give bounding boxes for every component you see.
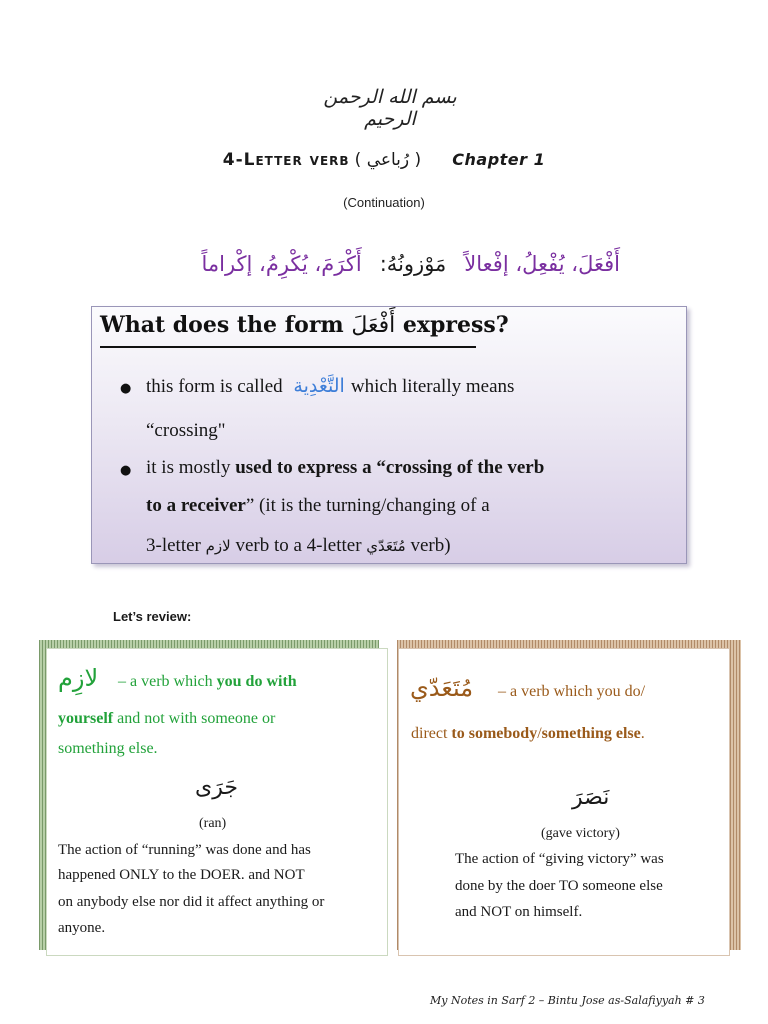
bullet-icon: ●: [120, 463, 132, 478]
heading-text-2: express?: [395, 312, 509, 338]
lazim-title: لازِم: [58, 664, 99, 692]
right-explanation-line: The action of “giving victory” was: [455, 851, 664, 867]
left-example-word: جَرَى: [195, 775, 238, 800]
lazim-arabic-inline: لازم: [205, 537, 231, 555]
left-def-bold: you do with: [216, 673, 297, 690]
mutaaddi-title: مُتَعَدّي: [410, 674, 474, 702]
left-def-text-2: and not with someone or: [113, 710, 276, 727]
explanation-heading: [100, 312, 509, 338]
left-def-bold-2: yourself: [58, 710, 114, 727]
right-def-bold: to somebody: [451, 725, 538, 742]
basmala-calligraphy: بسم الله الرحمن الرحيم: [323, 86, 457, 130]
bullet-2-text-3: 3-letter: [146, 535, 206, 556]
right-def-slash: /: [537, 725, 542, 742]
tadiya-arabic: التَّعْدِية: [293, 375, 345, 397]
bullet-2-text-2: ” (it is the turning/changing of a: [245, 495, 490, 516]
bullet-2-text: it is mostly: [146, 457, 236, 478]
bullet-1-line-2: “crossing": [146, 420, 226, 441]
mutaaddi-arabic-inline: مُتَعَدّي: [366, 537, 406, 555]
right-def-text: direct: [411, 725, 452, 742]
heading-underline: [100, 346, 476, 348]
left-explanation-line: on anybody else nor did it affect anything or: [58, 894, 325, 910]
title-main: 4-Letter verb: [222, 150, 350, 170]
page-footer: My Notes in Sarf 2 – Bintu Jose as-Salafiyyah # 3: [430, 994, 705, 1007]
form-separator: مَوْزونُهُ:: [379, 252, 447, 276]
bullet-2-line-3: [146, 535, 451, 557]
form-pattern: أَفْعَلَ، يُفْعِلُ، إفْعالاً: [464, 252, 620, 276]
right-explanation-line: done by the doer TO someone else: [455, 878, 663, 894]
heading-text-1: What does the form: [100, 312, 352, 338]
right-def-line-1: – a verb which you do/: [498, 683, 646, 700]
bullet-1-text-2: which literally means: [350, 376, 515, 397]
form-example: أَكْرَمَ، يُكْرِمُ، إكْراماً: [201, 252, 362, 276]
bullet-icon: ●: [120, 381, 132, 396]
bullet-2-bold-2: to a receiver: [146, 495, 246, 516]
left-def-line-2: [58, 710, 275, 728]
title-arabic: ( رُباعي ): [354, 150, 422, 170]
right-gloss: (gave victory): [541, 826, 620, 841]
right-def-line-2: [411, 725, 645, 743]
left-explanation-line: anyone.: [58, 920, 106, 936]
left-explanation-line: The action of “running” was done and has: [58, 842, 311, 858]
bullet-2-bold: used to express a “crossing of the verb: [235, 457, 545, 478]
review-label: Let’s review:: [113, 609, 192, 624]
bullet-2-text-5: verb): [405, 535, 451, 556]
right-example-word: نَصَرَ: [572, 785, 610, 810]
left-gloss: (ran): [199, 816, 227, 831]
right-def-end: .: [640, 725, 645, 742]
bullet-1-line-1: [146, 375, 514, 398]
left-def-text: – a verb which: [118, 673, 217, 690]
bullet-1-text: this form is called: [146, 376, 283, 397]
chapter-label: Chapter 1: [452, 150, 546, 169]
page-title: [0, 150, 768, 170]
left-def-line-3: something else.: [58, 740, 158, 757]
bullet-2-line-2: [146, 495, 490, 517]
heading-arabic: أَفْعَلَ: [351, 313, 396, 338]
subtitle: (Continuation): [343, 195, 425, 210]
right-explanation-line: and NOT on himself.: [455, 904, 583, 920]
form-pattern-line: [150, 252, 620, 276]
bullet-2-text-4: verb to a 4-letter: [230, 535, 367, 556]
left-def-line-1: [118, 673, 297, 691]
right-def-bold-2: something else: [541, 725, 641, 742]
left-explanation-line: happened ONLY to the DOER. and NOT: [58, 867, 305, 883]
bullet-2-line-1: [146, 457, 544, 479]
